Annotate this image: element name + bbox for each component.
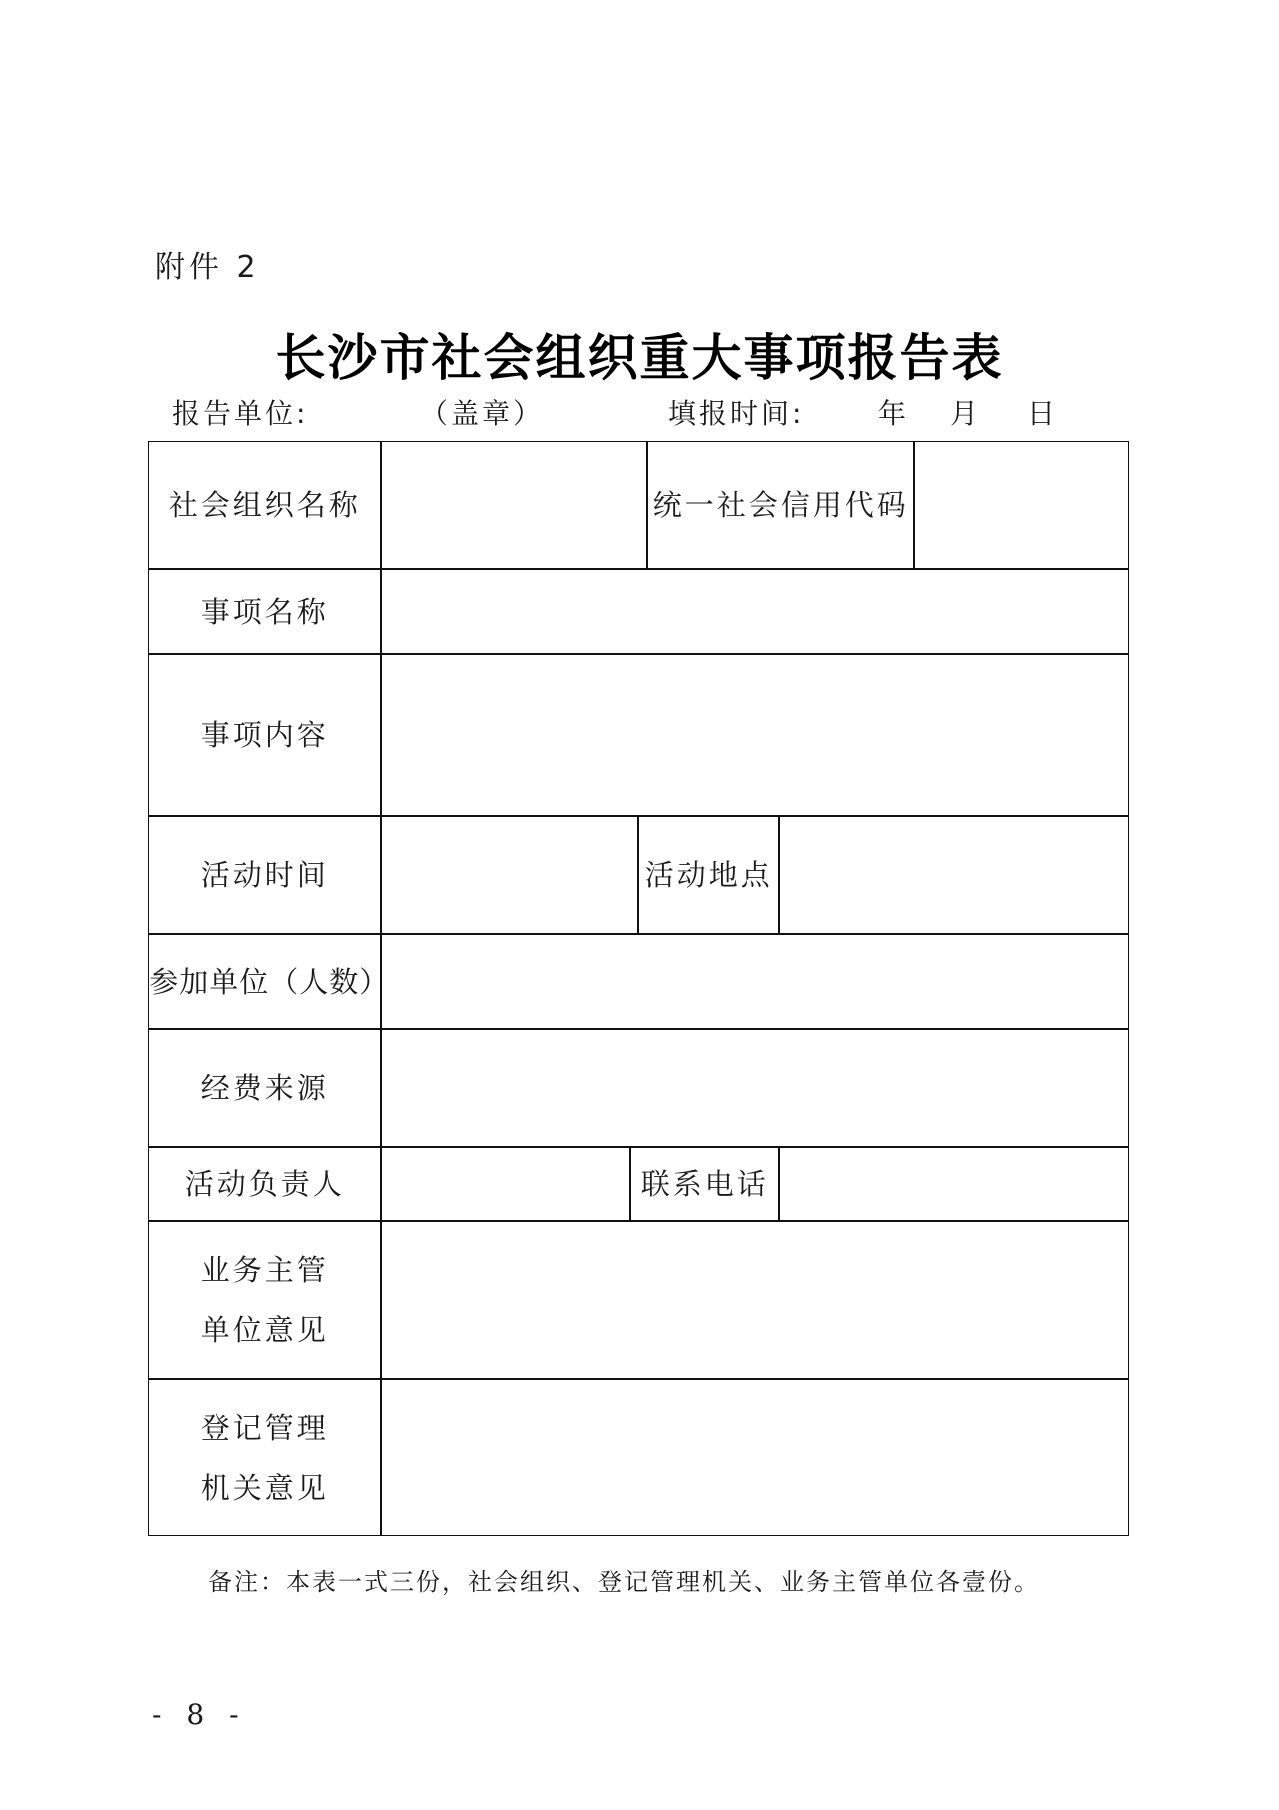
item-name-label: 事项名称 (148, 569, 381, 654)
activity-place-label: 活动地点 (638, 816, 779, 934)
page-number: - 8 - (152, 1698, 247, 1731)
attachment-label: 附件 2 (155, 250, 260, 285)
month-label: 月 (950, 397, 982, 430)
day-label: 日 (1027, 397, 1059, 430)
fund-source-field[interactable] (381, 1029, 1129, 1147)
org-name-field[interactable] (381, 441, 647, 569)
registration-opinion-label: 登记管理机关意见 (148, 1379, 381, 1536)
footnote: 备注：本表一式三份，社会组织、登记管理机关、业务主管单位各壹份。 (208, 1568, 1040, 1596)
activity-leader-label: 活动负责人 (148, 1147, 381, 1221)
item-name-field[interactable] (381, 569, 1129, 654)
supervisor-opinion-label: 业务主管单位意见 (148, 1221, 381, 1379)
contact-phone-field[interactable] (779, 1147, 1129, 1221)
item-content-field[interactable] (381, 654, 1129, 816)
credit-code-field[interactable] (914, 441, 1129, 569)
year-label: 年 (878, 397, 910, 430)
fill-time-label: 填报时间: (668, 397, 805, 430)
activity-leader-field[interactable] (381, 1147, 630, 1221)
form-title: 长沙市社会组织重大事项报告表 (275, 328, 1004, 387)
org-name-label: 社会组织名称 (148, 441, 381, 569)
participants-label: 参加单位（人数） (148, 934, 381, 1029)
supervisor-opinion-field[interactable] (381, 1221, 1129, 1379)
registration-opinion-field[interactable] (381, 1379, 1129, 1536)
seal-label: （盖章） (420, 397, 545, 430)
report-unit-label: 报告单位: (172, 397, 309, 430)
report-form-table (149, 442, 1130, 1537)
item-content-label: 事项内容 (148, 654, 381, 816)
contact-phone-label: 联系电话 (630, 1147, 779, 1221)
activity-time-label: 活动时间 (148, 816, 381, 934)
activity-place-field[interactable] (779, 816, 1129, 934)
participants-field[interactable] (381, 934, 1129, 1029)
activity-time-field[interactable] (381, 816, 638, 934)
credit-code-label: 统一社会信用代码 (647, 441, 914, 569)
fund-source-label: 经费来源 (148, 1029, 381, 1147)
